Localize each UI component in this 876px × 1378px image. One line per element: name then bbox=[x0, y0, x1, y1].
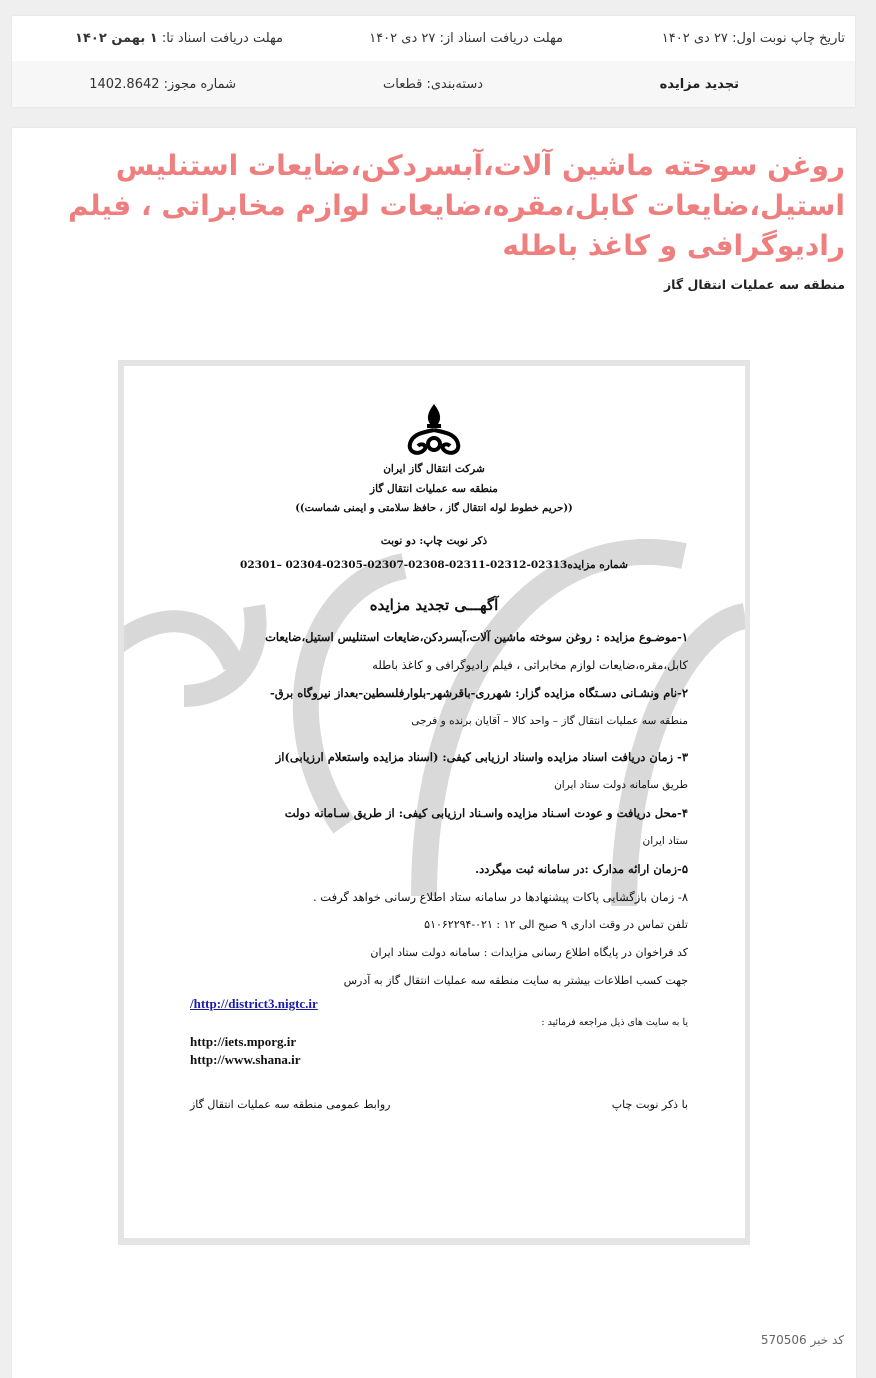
notice-line: ۳- زمان دریافت اسناد مزایده واسناد ارزیابی کیفی: (اسناد مزایده واستعلام ارزیابی)از bbox=[275, 750, 688, 764]
company-name: شرکت انتقال گاز ایران bbox=[383, 463, 485, 475]
label: مهلت دریافت اسناد از: bbox=[439, 31, 563, 46]
print-note: ذکر نوبت چاپ: دو نوبت bbox=[380, 535, 488, 547]
news-code: کد خبر 570506 bbox=[760, 1333, 844, 1347]
notice-line: طریق سامانه دولت ستاد ایران bbox=[554, 779, 688, 791]
refer-note: یا به سایت های ذیل مراجعه فرمائید : bbox=[541, 1017, 688, 1028]
info-row-dates bbox=[12, 16, 855, 61]
label: شماره مجوز: bbox=[163, 76, 236, 92]
url-shana: http://www.shana.ir bbox=[190, 1052, 301, 1067]
notice-line: ۲-نام ونشـانی دسـتگاه مزایده گزار: شهرری-باقرشهر-بلوارفلسطین-بعداز نیروگاه برق- bbox=[270, 686, 688, 700]
value: قطعات bbox=[383, 76, 423, 92]
first-print-date bbox=[662, 16, 845, 61]
slogan: ((حریم خطوط لوله انتقال گاز ، حافظ سلامتی و ایمنی شماست)) bbox=[295, 503, 573, 514]
notice-heading: آگهـــی تجدید مزایده bbox=[369, 596, 499, 614]
auction-numbers: شماره مزایده02313-02312-02311-02308-02307-02305-02304 –02301 bbox=[240, 559, 628, 571]
signature-row bbox=[180, 1095, 688, 1115]
signature-print-note: با ذکر نوبت چاپ bbox=[611, 1098, 688, 1111]
label: مهلت دریافت اسناد تا: bbox=[161, 31, 283, 46]
notice-line: تلفن تماس در وقت اداری ۹ صبح الی ۱۲ : ۰۲۱-۵۱۰۶۲۲۹۴ bbox=[424, 918, 688, 931]
nigc-logo-icon bbox=[404, 402, 464, 457]
notice-content bbox=[124, 366, 745, 1135]
notice-line: ۵-زمان ارائه مدارک :در سامانه ثبت میگردد. bbox=[475, 862, 688, 876]
docs-from-date bbox=[369, 16, 563, 61]
article-card bbox=[12, 128, 856, 1378]
notice-line: کد فراخوان در پایگاه اطلاع رسانی مزایدات : سامانه دولت ستاد ایران bbox=[370, 946, 688, 959]
value: ۱ بهمن ۱۴۰۲ bbox=[75, 31, 158, 46]
auction-notice-image bbox=[118, 360, 750, 1245]
signature-public-relations: روابط عمومی منطقه سه عملیات انتقال گاز bbox=[190, 1098, 391, 1111]
notice-line: ۴-محل دریافت و عودت اسـناد مزایده واسـناد ارزیابی کیفی: از طریق سـامانه دولت bbox=[284, 806, 688, 820]
notice-page bbox=[124, 366, 745, 1238]
url-iets: http://iets.mporg.ir bbox=[190, 1034, 297, 1049]
article-title: روغن سوخته ماشین آلات،آبسردکن،ضایعات استنلیس استیل،ضایعات کابل،مقره،ضایعات لوازم مخابراتی ، فیلم رادیوگرافی و کاغذ باطله bbox=[68, 149, 845, 262]
value: 1402.8642 bbox=[89, 76, 160, 92]
auction-info-card bbox=[12, 16, 855, 107]
label: تاریخ چاپ نوبت اول: bbox=[732, 31, 845, 46]
region-name: منطقه سه عملیات انتقال گاز bbox=[370, 483, 498, 495]
docs-to-date bbox=[75, 16, 283, 61]
notice-line: کابل،مقره،ضایعات لوازم مخابراتی ، فیلم رادیوگرافی و کاغذ باطله bbox=[372, 658, 688, 672]
district-site-link[interactable]: /http://district3.nigtc.ir bbox=[190, 996, 318, 1011]
notice-line: منطقه سه عملیات انتقال گاز – واحد کالا – آقایان برنده و فرجی bbox=[411, 715, 688, 727]
info-row-meta bbox=[12, 61, 855, 107]
article-header bbox=[15, 146, 845, 294]
notice-line: جهت کسب اطلاعات بیشتر به سایت منطقه سه عملیات انتقال گاز به آدرس bbox=[343, 974, 688, 987]
notice-line: ۸- زمان بازگشایی پاکات پیشنهادها در سامانه ستاد اطلاع رسانی خواهد گرفت . bbox=[312, 890, 688, 904]
license-number bbox=[89, 61, 236, 107]
value: ۲۷ دی ۱۴۰۲ bbox=[661, 31, 728, 46]
notice-line: ستاد ایران bbox=[642, 835, 688, 847]
value: ۲۷ دی ۱۴۰۲ bbox=[369, 31, 436, 46]
label: دسته‌بندی: bbox=[426, 76, 483, 92]
article-subtitle: منطقه سه عملیات انتقال گاز bbox=[663, 277, 845, 292]
category bbox=[383, 61, 483, 107]
notice-line: ۱-موضـوع مزایده : روغن سوخته ماشین آلات،آبسردکن،ضایعات استنلیس استیل،ضایعات bbox=[265, 630, 688, 644]
auction-type: تجدید مزایده bbox=[659, 76, 739, 92]
